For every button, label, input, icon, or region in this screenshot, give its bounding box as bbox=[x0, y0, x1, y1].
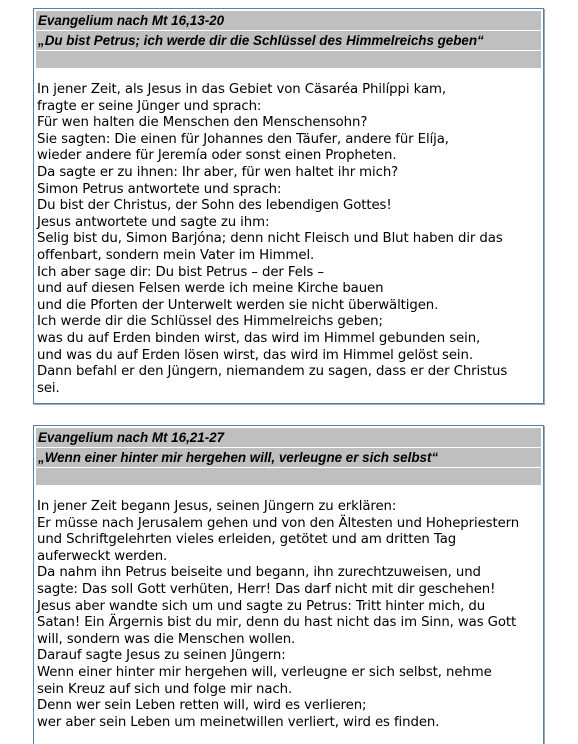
gospel-text-2 bbox=[34, 485, 543, 731]
text-line: will, sondern was die Menschen wollen. bbox=[37, 631, 296, 647]
text-line: offenbart, sondern mein Vater im Himmel. bbox=[37, 247, 315, 263]
text-line: Ich werde dir die Schlüssel des Himmelreichs geben; bbox=[37, 314, 383, 330]
gospel-title-1: „Du bist Petrus; ich werde dir die Schlüssel des Himmelreichs geben“ bbox=[36, 31, 541, 51]
text-line: sagte: Das soll Gott verhüten, Herr! Das darf nicht mit dir geschehen! bbox=[37, 581, 496, 597]
text-line: wieder andere für Jeremía oder sonst einen Propheten. bbox=[37, 148, 397, 164]
text-line: Sie sagten: Die einen für Johannes den Täufer, andere für Elíja, bbox=[37, 131, 449, 147]
gospel-reference-1: Evangelium nach Mt 16,13-20 bbox=[36, 11, 541, 31]
text-line: sei. bbox=[37, 380, 60, 396]
text-line: Denn wer sein Leben retten will, wird es verlieren; bbox=[37, 698, 367, 714]
text-line: Wenn einer hinter mir hergehen will, verleugne er sich selbst, nehme bbox=[37, 664, 492, 680]
text-line: Er müsse nach Jerusalem gehen und von den Ältesten und Hohepriestern bbox=[37, 515, 520, 531]
gospel-text-1 bbox=[34, 68, 543, 397]
text-line: Jesus antwortete und sagte zu ihm: bbox=[37, 214, 270, 230]
text-line: Simon Petrus antwortete und sprach: bbox=[37, 181, 282, 197]
text-line: Dann befahl er den Jüngern, niemandem zu sagen, dass er der Christus bbox=[37, 364, 508, 380]
text-line: auferweckt werden. bbox=[37, 548, 168, 564]
text-line: Da sagte er zu ihnen: Ihr aber, für wen haltet ihr mich? bbox=[37, 164, 399, 180]
text-line: Jesus aber wandte sich um und sagte zu Petrus: Tritt hinter mich, du bbox=[37, 598, 486, 614]
text-line: Da nahm ihn Petrus beiseite und begann, ihn zurechtzuweisen, und bbox=[37, 565, 481, 581]
gospel-title-2: „Wenn einer hinter mir hergehen will, verleugne er sich selbst“ bbox=[36, 448, 541, 468]
gospel-header-2 bbox=[36, 428, 541, 485]
text-line: Darauf sagte Jesus zu seinen Jüngern: bbox=[37, 648, 286, 664]
text-line: sein Kreuz auf sich und folge mir nach. bbox=[37, 681, 293, 697]
text-line: Selig bist du, Simon Barjóna; denn nicht Fleisch und Blut haben dir das bbox=[37, 231, 503, 247]
gospel-header-blank-1 bbox=[36, 51, 541, 68]
text-line: und auf diesen Felsen werde ich meine Kirche bauen bbox=[37, 281, 384, 297]
text-line: was du auf Erden binden wirst, das wird im Himmel gebunden sein, bbox=[37, 330, 481, 346]
text-line: und was du auf Erden lösen wirst, das wird im Himmel gelöst sein. bbox=[37, 347, 473, 363]
text-line: Satan! Ein Ärgernis bist du mir, denn du hast nicht das im Sinn, was Gott bbox=[37, 615, 517, 631]
text-line: Ich aber sage dir: Du bist Petrus – der Fels – bbox=[37, 264, 324, 280]
gospel-box-2 bbox=[33, 425, 544, 744]
gospel-header-blank-2 bbox=[36, 468, 541, 485]
text-line: Du bist der Christus, der Sohn des lebendigen Gottes! bbox=[37, 198, 392, 214]
gospel-box-1 bbox=[33, 8, 544, 404]
text-line: Für wen halten die Menschen den Menschensohn? bbox=[37, 115, 368, 131]
gospel-reference-2: Evangelium nach Mt 16,21-27 bbox=[36, 428, 541, 448]
text-line: wer aber sein Leben um meinetwillen verliert, wird es finden. bbox=[37, 714, 440, 730]
gospel-header-1 bbox=[36, 11, 541, 68]
text-line: In jener Zeit, als Jesus in das Gebiet von Cäsaréa Philíppi kam, bbox=[37, 82, 446, 97]
text-line: und die Pforten der Unterwelt werden sie nicht überwältigen. bbox=[37, 297, 439, 313]
text-line: In jener Zeit begann Jesus, seinen Jüngern zu erklären: bbox=[37, 499, 397, 514]
text-line: fragte er seine Jünger und sprach: bbox=[37, 98, 262, 114]
text-line: und Schriftgelehrten vieles erleiden, getötet und am dritten Tag bbox=[37, 532, 457, 548]
